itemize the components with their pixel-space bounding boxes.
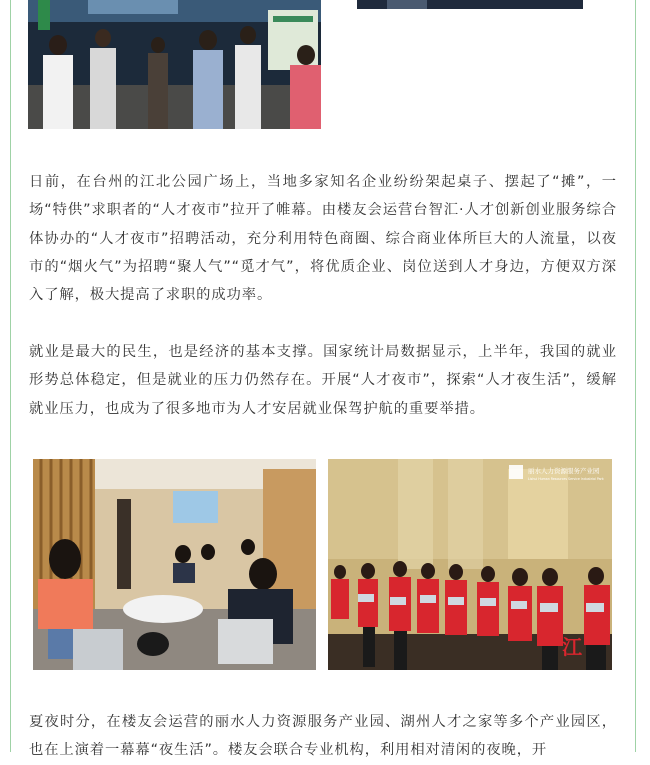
article-paragraph-2: 就业是最大的民生，也是经济的基本支撑。国家统计局数据显示，上半年，我国的就业形势总体稳定，但是就业的压力仍然存在。开展“人才夜市”，探索“人才夜生活”，缓解就业压力，也成为了很多地市为人才安居就业保驾护航的重要举措。: [29, 344, 617, 417]
partial-photo: [357, 0, 583, 9]
logo-line-2: Lishui Human Resources Service Industrial Park: [528, 477, 604, 481]
article-paragraph-1: 日前，在台州的江北公园广场上，当地多家知名企业纷纷架起桌子、摆起了“摊”，一场“特供”求职者的“人才夜市”拉开了帷幕。由楼友会运营台智汇·人才创新创业服务综合体协办的“人才夜市”招聘活动，充分利用特色商圈、综合商业体所巨大的人流量，以夜市的“烟火气”为招聘“聚人气”“觅才气”，将优质企业、岗位送到人才身边，方便双方深入了解，极大提高了求职的成功率。: [29, 174, 617, 304]
choir-performance-photo: [328, 459, 612, 670]
article-paragraph-3: 夏夜时分，在楼友会运营的丽水人力资源服务产业园、湖州人才之家等多个产业园区，也在上演着一幕幕“夜生活”。楼友会联合专业机构，利用相对清闲的夜晚，开: [29, 714, 617, 759]
night-market-photo: [28, 0, 321, 129]
logo-line-1: 丽水人力资源服务产业园: [528, 467, 600, 475]
lounge-talk-photo: [33, 459, 316, 670]
park-logo-icon: [509, 465, 523, 479]
banner-character: 江: [562, 635, 582, 659]
